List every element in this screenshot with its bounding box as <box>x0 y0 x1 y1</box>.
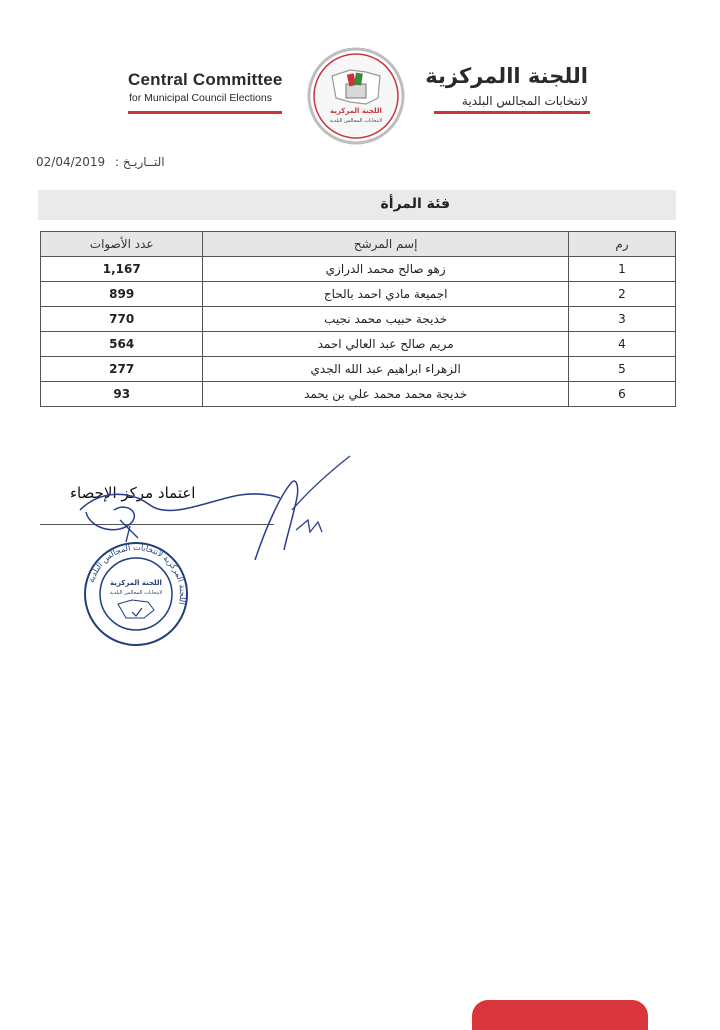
approval-label: اعتماد مركز الإحصاء <box>70 484 196 502</box>
votes-cell: 770 <box>41 307 203 332</box>
votes-cell: 277 <box>41 357 203 382</box>
number-cell: 4 <box>568 332 675 357</box>
table-row <box>41 282 676 307</box>
number-cell: 2 <box>568 282 675 307</box>
table-row <box>41 332 676 357</box>
header-name: إسم المرشح <box>203 232 569 257</box>
votes-cell: 564 <box>41 332 203 357</box>
table-row <box>41 307 676 332</box>
header-votes: عدد الأصوات <box>41 232 203 257</box>
svg-text:اللجنة المركزية لانتخابات المج: اللجنة المركزية لانتخابات المجالس البلدية <box>86 542 188 606</box>
number-cell: 6 <box>568 382 675 407</box>
check-icon <box>132 608 142 616</box>
name-cell: اجميعة مادي احمد بالحاج <box>203 282 569 307</box>
english-subtitle: for Municipal Council Elections <box>129 92 272 104</box>
name-cell: زهو صالح محمد الدرازي <box>203 257 569 282</box>
footer-accent-tab <box>472 1000 648 1030</box>
votes-cell: 899 <box>41 282 203 307</box>
committee-logo <box>306 46 406 146</box>
english-title: Central Committee <box>128 70 283 89</box>
results-table <box>40 231 676 407</box>
number-cell: 5 <box>568 357 675 382</box>
table-header-row <box>41 232 676 257</box>
date-row <box>36 155 165 169</box>
table-row <box>41 357 676 382</box>
date-label: التــاريـخ : <box>115 155 165 169</box>
category-title: فئة المرأة <box>380 196 450 212</box>
header-rule-left <box>128 111 282 114</box>
svg-text:اللجنة المركزية: اللجنة المركزية <box>330 107 382 115</box>
arabic-title: اللجنة االمركزية <box>425 64 588 88</box>
ballot-box-icon <box>346 84 366 98</box>
name-cell: خديجة محمد محمد علي بن يحمد <box>203 382 569 407</box>
name-cell: خديجة حبيب محمد نجيب <box>203 307 569 332</box>
name-cell: الزهراء ابراهيم عبد الله الجدي <box>203 357 569 382</box>
svg-text:اللجنة المركزية: اللجنة المركزية <box>110 579 162 587</box>
votes-cell: 1,167 <box>41 257 203 282</box>
number-cell: 1 <box>568 257 675 282</box>
svg-text:لانتخابات المجالس البلدية: لانتخابات المجالس البلدية <box>109 590 163 596</box>
official-stamp <box>82 540 190 648</box>
svg-text:لانتخابات المجالس البلدية: لانتخابات المجالس البلدية <box>329 118 383 124</box>
table-row <box>41 382 676 407</box>
category-banner <box>38 190 676 220</box>
number-cell: 3 <box>568 307 675 332</box>
arabic-subtitle: لانتخابات المجالس البلدية <box>461 94 588 108</box>
header-rule-right <box>434 111 590 114</box>
votes-cell: 93 <box>41 382 203 407</box>
name-cell: مريم صالح عبد العالي احمد <box>203 332 569 357</box>
date-value: 02/04/2019 <box>36 155 106 169</box>
table-row <box>41 257 676 282</box>
header-number: رم <box>568 232 675 257</box>
